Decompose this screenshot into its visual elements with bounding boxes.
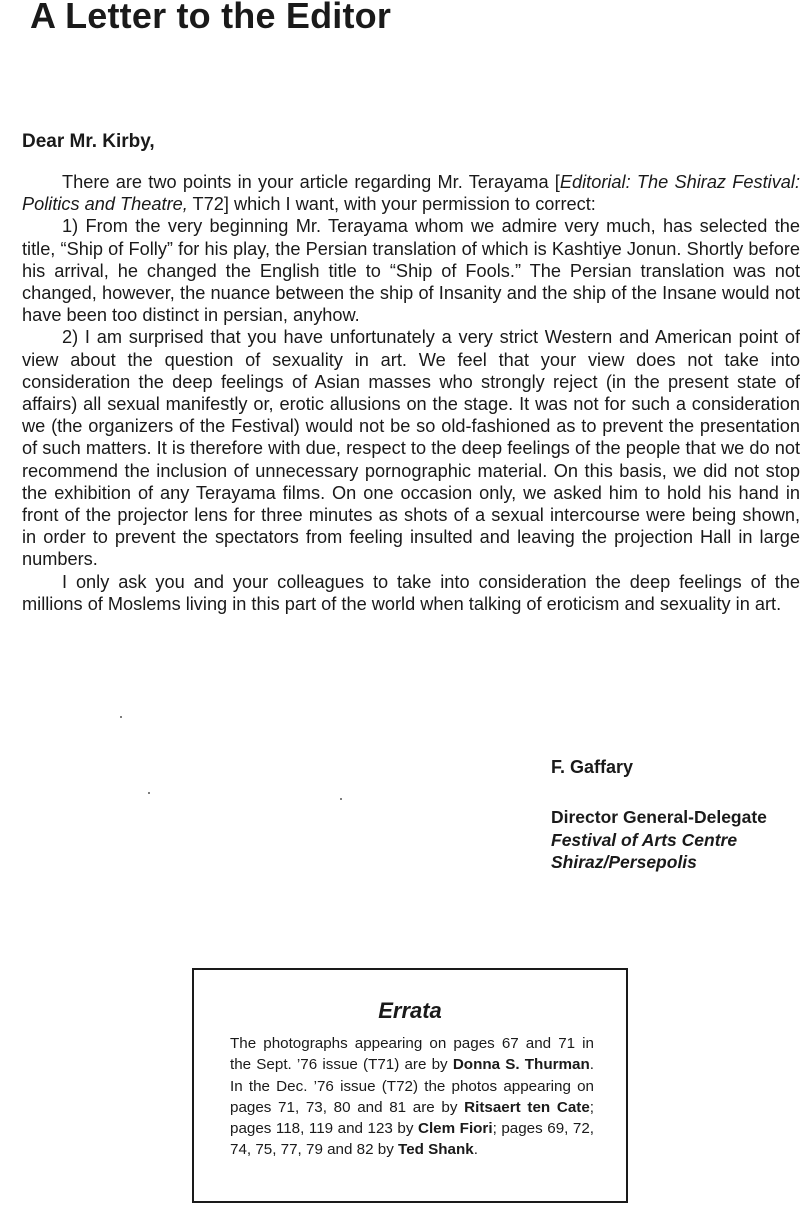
signature-name: F. Gaffary <box>551 757 634 777</box>
scan-speck <box>340 798 342 800</box>
errata-box <box>192 968 628 1203</box>
intro-text: There are two points in your article regarding Mr. Terayama [ <box>62 172 560 192</box>
intro-paragraph <box>22 171 800 215</box>
errata-text-part: . In the Dec. ’76 issue (T72) the photos appearing on pages 71, 73, 80 and 81 are by <box>230 1056 594 1116</box>
page-title: A Letter to the Editor <box>30 0 392 36</box>
point-two-paragraph: 2) I am surprised that you have unfortunately a very strict Western and American point of view about the question of sexuality in art. We feel that your view does not take into consideration the deep feelings of Asian masses who strongly reject (in the present state of affairs) all sexual manifestly or, erotic allusions on the stage. It was not for such a consideration we (the organizers of the Festival) would not be so old-fashioned as to prevent the presentation of such matters. It is therefore with due, respect to the deep feelings of the people that we do not recommend the inclusion of unnecessary pornographic material. On this basis, we did not stop the exhibition of any Terayama films. On one occasion only, we asked him to hold his hand in front of the projector lens for three minutes as shots of a sexual intercourse were being shown, in order to prevent the spectators from feeling insulted and leaving the projection Hall in large numbers. <box>22 327 800 570</box>
errata-text-part: The photographs appearing on pages 67 and 71 in the Sept. ’76 issue (T71) are by <box>230 1035 594 1074</box>
photographer-name: Donna S. Thurman <box>452 1056 590 1074</box>
signature-position: Director General-Delegate <box>551 807 767 827</box>
closing-paragraph: I only ask you and your colleagues to take into consideration the deep feelings of the millions of Moslems living in this part of the world when talking of eroticism and sexuality in art. <box>22 571 800 614</box>
signature-location: Shiraz/Persepolis <box>551 852 697 872</box>
signature-affiliation <box>551 806 800 874</box>
photographer-name: Ritsaert ten Cate <box>464 1098 590 1116</box>
photographer-name: Ted Shank <box>398 1141 474 1159</box>
salutation: Dear Mr. Kirby, <box>22 131 155 152</box>
errata-text-part: ; pages 69, 72, 74, 75, 77, 79 and 82 by <box>230 1120 595 1159</box>
letter-body <box>22 171 800 615</box>
intro-text-end: T72] which I want, with your permission to correct: <box>187 194 596 215</box>
errata-text-part: ; pages 118, 119 and 123 by <box>230 1098 594 1138</box>
article-citation: Editorial: The Shiraz Festival: Politics and Theatre, <box>22 172 800 215</box>
point-one-paragraph: 1) From the very beginning Mr. Terayama whom we admire very much, has selected the title, “Ship of Folly” for his play, the Persian translation of which is Kashtiye Jonun. Shortly before his arrival, he changed the English title to “Ship of Fools.” The Persian translation was not changed, however, the nuance between the ship of Insanity and the ship of the Insane would not have been too distinct in persian, anyhow. <box>22 216 800 326</box>
errata-text <box>230 1033 594 1161</box>
errata-text-part: . <box>473 1141 478 1159</box>
scan-speck <box>120 716 122 718</box>
photographer-name: Clem Fiori <box>417 1120 493 1138</box>
signature-organization: Festival of Arts Centre <box>551 829 738 850</box>
errata-title: Errata <box>378 998 442 1023</box>
scan-speck <box>148 792 150 794</box>
